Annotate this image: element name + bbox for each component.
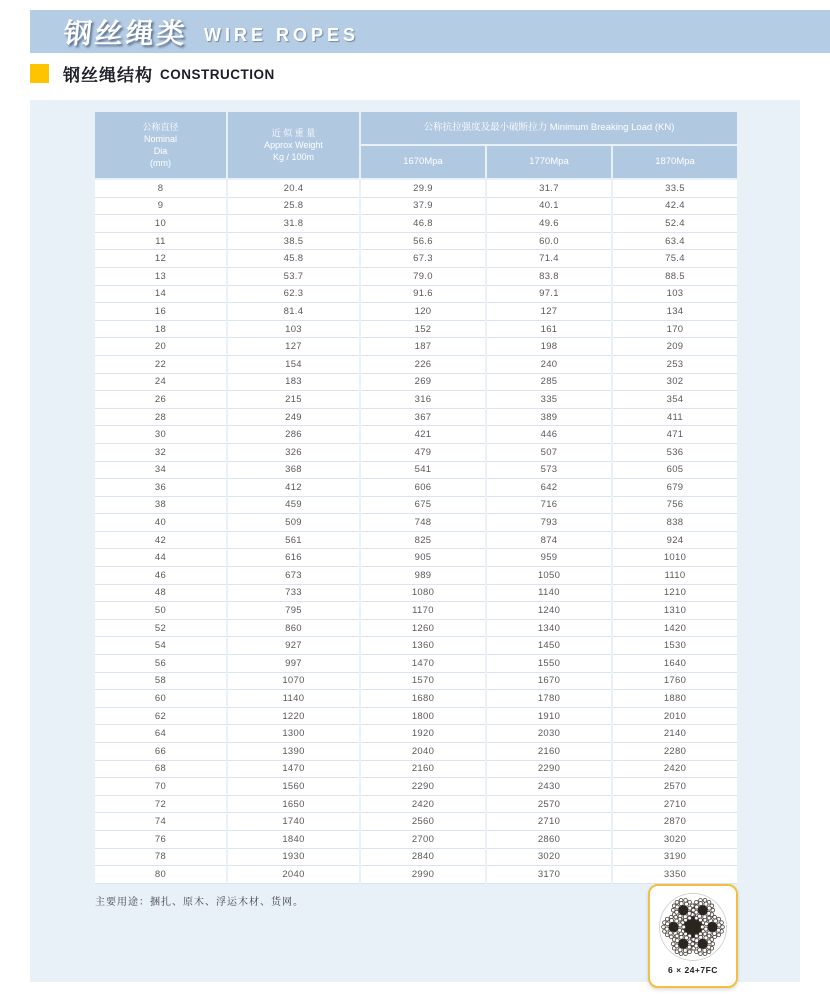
table-cell: 38.5	[228, 233, 359, 251]
table-cell: 1530	[613, 637, 737, 655]
table-cell: 2160	[487, 743, 611, 761]
table-cell: 1050	[487, 567, 611, 585]
table-row	[95, 497, 737, 515]
table-cell: 2570	[487, 796, 611, 814]
table-cell: 16	[95, 303, 226, 321]
table-cell: 8	[95, 180, 226, 198]
table-cell: 509	[228, 514, 359, 532]
yellow-bullet-icon	[30, 64, 49, 83]
table-cell: 1920	[361, 725, 485, 743]
table-row	[95, 866, 737, 884]
table-cell: 52	[95, 620, 226, 638]
table-cell: 1930	[228, 849, 359, 867]
table-cell: 48	[95, 585, 226, 603]
table-cell: 748	[361, 514, 485, 532]
table-cell: 79.0	[361, 268, 485, 286]
table-cell: 67.3	[361, 250, 485, 268]
usage-note: 主要用途：捆扎、原木、浮运木材、货网。	[95, 897, 304, 908]
page-title-english: WIRE ROPES	[204, 25, 360, 45]
table-cell: 198	[487, 338, 611, 356]
table-cell: 1640	[613, 655, 737, 673]
table-cell: 2870	[613, 813, 737, 831]
table-cell: 33.5	[613, 180, 737, 198]
table-cell: 30	[95, 426, 226, 444]
table-row	[95, 233, 737, 251]
table-cell: 187	[361, 338, 485, 356]
table-cell: 52.4	[613, 215, 737, 233]
table-cell: 1670	[487, 673, 611, 691]
table-cell: 103	[228, 321, 359, 339]
table-cell: 62	[95, 708, 226, 726]
table-cell: 335	[487, 391, 611, 409]
table-cell: 1840	[228, 831, 359, 849]
table-cell: 675	[361, 497, 485, 515]
table-cell: 2140	[613, 725, 737, 743]
header-1870mpa: 1870Mpa	[613, 146, 737, 178]
rope-cross-section-diagram	[657, 891, 729, 963]
table-cell: 825	[361, 532, 485, 550]
table-row	[95, 303, 737, 321]
table-row	[95, 796, 737, 814]
table-cell: 2030	[487, 725, 611, 743]
table-cell: 91.6	[361, 286, 485, 304]
table-cell: 10	[95, 215, 226, 233]
table-cell: 12	[95, 250, 226, 268]
table-row	[95, 356, 737, 374]
table-cell: 1910	[487, 708, 611, 726]
table-cell: 1310	[613, 602, 737, 620]
table-cell: 1390	[228, 743, 359, 761]
table-cell: 3020	[487, 849, 611, 867]
table-row	[95, 180, 737, 198]
table-cell: 3020	[613, 831, 737, 849]
table-row	[95, 532, 737, 550]
table-cell: 32	[95, 444, 226, 462]
table-cell: 72	[95, 796, 226, 814]
table-row	[95, 338, 737, 356]
table-row	[95, 673, 737, 691]
table-cell: 673	[228, 567, 359, 585]
table-cell: 22	[95, 356, 226, 374]
table-cell: 924	[613, 532, 737, 550]
table-cell: 2420	[361, 796, 485, 814]
table-cell: 34	[95, 462, 226, 480]
table-cell: 354	[613, 391, 737, 409]
table-cell: 1300	[228, 725, 359, 743]
rope-diagram-card	[648, 884, 738, 988]
table-cell: 605	[613, 462, 737, 480]
table-cell: 1650	[228, 796, 359, 814]
table-cell: 2420	[613, 761, 737, 779]
table-cell: 1140	[228, 690, 359, 708]
table-cell: 1240	[487, 602, 611, 620]
table-row	[95, 462, 737, 480]
table-cell: 2290	[361, 778, 485, 796]
table-cell: 60.0	[487, 233, 611, 251]
table-row	[95, 602, 737, 620]
table-cell: 2430	[487, 778, 611, 796]
table-cell: 78	[95, 849, 226, 867]
table-cell: 161	[487, 321, 611, 339]
table-cell: 411	[613, 409, 737, 427]
table-row	[95, 268, 737, 286]
table-cell: 541	[361, 462, 485, 480]
table-cell: 989	[361, 567, 485, 585]
table-cell: 302	[613, 374, 737, 392]
table-cell: 63.4	[613, 233, 737, 251]
table-cell: 31.8	[228, 215, 359, 233]
table-cell: 1450	[487, 637, 611, 655]
table-cell: 716	[487, 497, 611, 515]
table-cell: 733	[228, 585, 359, 603]
table-cell: 62.3	[228, 286, 359, 304]
table-cell: 42	[95, 532, 226, 550]
table-row	[95, 778, 737, 796]
table-cell: 152	[361, 321, 485, 339]
table-cell: 1880	[613, 690, 737, 708]
table-cell: 421	[361, 426, 485, 444]
table-cell: 127	[487, 303, 611, 321]
table-cell: 286	[228, 426, 359, 444]
table-cell: 31.7	[487, 180, 611, 198]
table-cell: 26	[95, 391, 226, 409]
table-cell: 1080	[361, 585, 485, 603]
header-1770mpa: 1770Mpa	[487, 146, 611, 178]
table-cell: 253	[613, 356, 737, 374]
table-cell: 1220	[228, 708, 359, 726]
table-cell: 70	[95, 778, 226, 796]
table-row	[95, 761, 737, 779]
table-cell: 959	[487, 549, 611, 567]
table-cell: 1210	[613, 585, 737, 603]
table-cell: 11	[95, 233, 226, 251]
table-row	[95, 849, 737, 867]
table-row	[95, 426, 737, 444]
content-panel	[30, 100, 800, 982]
table-cell: 13	[95, 268, 226, 286]
table-row	[95, 409, 737, 427]
table-cell: 38	[95, 497, 226, 515]
table-cell: 1010	[613, 549, 737, 567]
table-cell: 88.5	[613, 268, 737, 286]
table-cell: 795	[228, 602, 359, 620]
table-cell: 1470	[361, 655, 485, 673]
page-title-chinese: 钢丝绳类	[62, 17, 190, 49]
table-cell: 75.4	[613, 250, 737, 268]
table-cell: 1340	[487, 620, 611, 638]
table-cell: 20	[95, 338, 226, 356]
table-cell: 927	[228, 637, 359, 655]
table-cell: 2040	[361, 743, 485, 761]
header-approx-weight: 近 似 重 量 Approx Weight Kg / 100m	[228, 112, 359, 178]
table-cell: 64	[95, 725, 226, 743]
table-cell: 215	[228, 391, 359, 409]
table-cell: 606	[361, 479, 485, 497]
table-cell: 53.7	[228, 268, 359, 286]
table-cell: 81.4	[228, 303, 359, 321]
table-cell: 479	[361, 444, 485, 462]
table-cell: 68	[95, 761, 226, 779]
table-cell: 1560	[228, 778, 359, 796]
table-cell: 1800	[361, 708, 485, 726]
table-cell: 56	[95, 655, 226, 673]
table-cell: 838	[613, 514, 737, 532]
table-cell: 3350	[613, 866, 737, 884]
table-cell: 25.8	[228, 198, 359, 216]
table-header	[95, 112, 737, 178]
table-cell: 97.1	[487, 286, 611, 304]
table-cell: 860	[228, 620, 359, 638]
table-cell: 536	[613, 444, 737, 462]
table-cell: 120	[361, 303, 485, 321]
table-cell: 367	[361, 409, 485, 427]
table-cell: 56.6	[361, 233, 485, 251]
table-cell: 1470	[228, 761, 359, 779]
table-row	[95, 585, 737, 603]
table-row	[95, 831, 737, 849]
table-cell: 1550	[487, 655, 611, 673]
table-cell: 2280	[613, 743, 737, 761]
table-cell: 76	[95, 831, 226, 849]
header-1670mpa: 1670Mpa	[361, 146, 485, 178]
table-cell: 40.1	[487, 198, 611, 216]
table-cell: 2710	[487, 813, 611, 831]
table-cell: 2010	[613, 708, 737, 726]
table-cell: 29.9	[361, 180, 485, 198]
table-row	[95, 708, 737, 726]
table-row	[95, 549, 737, 567]
table-cell: 269	[361, 374, 485, 392]
table-row	[95, 374, 737, 392]
table-row	[95, 655, 737, 673]
table-cell: 412	[228, 479, 359, 497]
table-cell: 1070	[228, 673, 359, 691]
table-cell: 1780	[487, 690, 611, 708]
table-cell: 2990	[361, 866, 485, 884]
table-cell: 44	[95, 549, 226, 567]
table-cell: 240	[487, 356, 611, 374]
table-cell: 679	[613, 479, 737, 497]
table-row	[95, 215, 737, 233]
spec-table	[95, 112, 737, 884]
table-cell: 1740	[228, 813, 359, 831]
table-cell: 24	[95, 374, 226, 392]
table-cell: 507	[487, 444, 611, 462]
table-cell: 37.9	[361, 198, 485, 216]
table-cell: 2710	[613, 796, 737, 814]
table-cell: 49.6	[487, 215, 611, 233]
table-cell: 226	[361, 356, 485, 374]
table-cell: 561	[228, 532, 359, 550]
table-cell: 83.8	[487, 268, 611, 286]
table-cell: 2290	[487, 761, 611, 779]
table-cell: 1170	[361, 602, 485, 620]
table-row	[95, 690, 737, 708]
table-cell: 326	[228, 444, 359, 462]
table-cell: 154	[228, 356, 359, 374]
table-cell: 20.4	[228, 180, 359, 198]
table-row	[95, 567, 737, 585]
table-cell: 2560	[361, 813, 485, 831]
table-cell: 45.8	[228, 250, 359, 268]
table-cell: 905	[361, 549, 485, 567]
table-cell: 997	[228, 655, 359, 673]
table-cell: 249	[228, 409, 359, 427]
table-cell: 1680	[361, 690, 485, 708]
table-cell: 71.4	[487, 250, 611, 268]
table-cell: 183	[228, 374, 359, 392]
table-body	[95, 180, 737, 884]
table-cell: 316	[361, 391, 485, 409]
table-cell: 2840	[361, 849, 485, 867]
header-breaking-load-group: 公称抗拉强度及最小破断拉力 Minimum Breaking Load (KN)	[361, 112, 737, 144]
table-row	[95, 725, 737, 743]
table-row	[95, 286, 737, 304]
table-cell: 1420	[613, 620, 737, 638]
table-cell: 50	[95, 602, 226, 620]
table-cell: 54	[95, 637, 226, 655]
rope-construction-label: 6 × 24+7FC	[668, 965, 718, 975]
table-cell: 793	[487, 514, 611, 532]
table-cell: 46.8	[361, 215, 485, 233]
table-cell: 9	[95, 198, 226, 216]
section-title-english: CONSTRUCTION	[160, 67, 275, 82]
table-row	[95, 198, 737, 216]
table-row	[95, 391, 737, 409]
table-cell: 389	[487, 409, 611, 427]
table-cell: 1110	[613, 567, 737, 585]
table-cell: 642	[487, 479, 611, 497]
table-row	[95, 813, 737, 831]
section-title-chinese: 钢丝绳结构	[63, 66, 153, 85]
table-cell: 2860	[487, 831, 611, 849]
table-cell: 1140	[487, 585, 611, 603]
table-row	[95, 444, 737, 462]
table-cell: 36	[95, 479, 226, 497]
table-row	[95, 637, 737, 655]
table-cell: 368	[228, 462, 359, 480]
table-cell: 756	[613, 497, 737, 515]
table-row	[95, 620, 737, 638]
table-cell: 80	[95, 866, 226, 884]
table-cell: 40	[95, 514, 226, 532]
table-cell: 2040	[228, 866, 359, 884]
table-cell: 28	[95, 409, 226, 427]
table-cell: 46	[95, 567, 226, 585]
table-row	[95, 250, 737, 268]
table-cell: 446	[487, 426, 611, 444]
table-cell: 616	[228, 549, 359, 567]
table-row	[95, 514, 737, 532]
table-row	[95, 321, 737, 339]
table-cell: 3170	[487, 866, 611, 884]
table-cell: 459	[228, 497, 359, 515]
header-nominal-dia: 公称直径 Nominal Dia (mm)	[95, 112, 226, 178]
table-cell: 134	[613, 303, 737, 321]
table-cell: 209	[613, 338, 737, 356]
table-cell: 2570	[613, 778, 737, 796]
table-cell: 1760	[613, 673, 737, 691]
table-cell: 103	[613, 286, 737, 304]
table-cell: 874	[487, 532, 611, 550]
section-heading	[30, 61, 275, 86]
table-cell: 2700	[361, 831, 485, 849]
table-cell: 170	[613, 321, 737, 339]
table-cell: 58	[95, 673, 226, 691]
table-cell: 3190	[613, 849, 737, 867]
table-cell: 74	[95, 813, 226, 831]
table-row	[95, 743, 737, 761]
table-cell: 471	[613, 426, 737, 444]
page-title-bar	[30, 10, 830, 53]
table-cell: 66	[95, 743, 226, 761]
table-cell: 285	[487, 374, 611, 392]
table-cell: 60	[95, 690, 226, 708]
table-row	[95, 479, 737, 497]
table-cell: 42.4	[613, 198, 737, 216]
table-cell: 2160	[361, 761, 485, 779]
table-cell: 127	[228, 338, 359, 356]
table-cell: 1570	[361, 673, 485, 691]
table-cell: 1360	[361, 637, 485, 655]
table-cell: 1260	[361, 620, 485, 638]
table-cell: 573	[487, 462, 611, 480]
table-cell: 14	[95, 286, 226, 304]
table-cell: 18	[95, 321, 226, 339]
